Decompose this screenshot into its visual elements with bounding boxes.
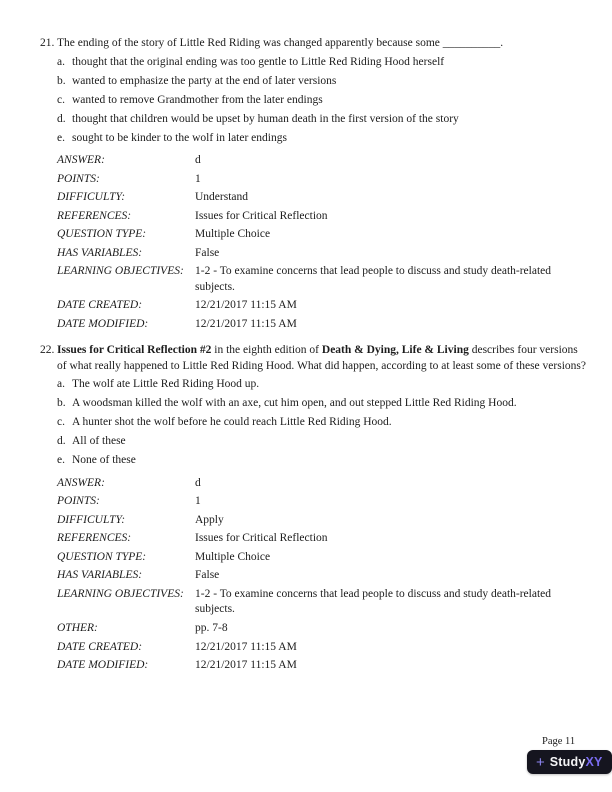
option-letter: a. (57, 378, 65, 391)
metadata-value: 1-2 - To examine concerns that lead people to discuss and study death-related subjects. (195, 587, 552, 616)
metadata-label: REFERENCES: (57, 532, 132, 545)
answer-option (57, 74, 586, 90)
metadata-label: POINTS: (57, 172, 100, 185)
metadata-row (57, 264, 586, 295)
metadata-row (57, 568, 586, 584)
brand-name-accent: XY (585, 755, 603, 769)
metadata-value: Multiple Choice (195, 550, 271, 563)
question-heading (40, 36, 586, 52)
metadata-label: LEARNING OBJECTIVES: (57, 265, 184, 278)
metadata-value: 12/21/2017 11:15 AM (195, 299, 297, 312)
metadata-value: Understand (195, 191, 249, 204)
metadata-label: DATE CREATED: (57, 299, 143, 312)
option-letter: c. (57, 93, 65, 106)
metadata-row (57, 531, 586, 547)
question-text: The ending of the story of Little Red Riding was changed apparently because some __________. (57, 37, 504, 49)
metadata-label: ANSWER: (57, 476, 105, 489)
option-text: wanted to remove Grandmother from the later endings (72, 93, 323, 106)
metadata-row (57, 246, 586, 262)
metadata-label: HAS VARIABLES: (57, 246, 143, 259)
metadata-row (57, 550, 586, 566)
answer-option (57, 415, 586, 431)
metadata-value: Issues for Critical Reflection (195, 209, 328, 222)
metadata-value: 1 (195, 495, 201, 508)
answer-option (57, 93, 586, 109)
metadata-label: QUESTION TYPE: (57, 550, 147, 563)
option-text: None of these (72, 454, 136, 467)
metadata-row (57, 476, 586, 492)
metadata-label: DATE MODIFIED: (57, 659, 149, 672)
option-text: A woodsman killed the wolf with an axe, cut him open, and out stepped Little Red Riding Hood. (72, 397, 517, 410)
option-text: All of these (72, 435, 126, 448)
metadata-row (57, 317, 586, 333)
studyxy-badge[interactable] (527, 750, 612, 774)
option-letter: b. (57, 74, 66, 87)
option-letter: e. (57, 131, 65, 144)
metadata-value: d (195, 476, 201, 489)
metadata-label: REFERENCES: (57, 209, 132, 222)
metadata-row (57, 298, 586, 314)
metadata-label: QUESTION TYPE: (57, 228, 147, 241)
option-letter: c. (57, 416, 65, 429)
metadata-value: 1 (195, 172, 201, 185)
option-text: A hunter shot the wolf before he could reach Little Red Riding Hood. (72, 416, 392, 429)
plus-icon: + (536, 753, 545, 771)
metadata-value: Apply (195, 513, 224, 526)
option-text: thought that the original ending was too gentle to Little Red Riding Hood herself (72, 55, 445, 68)
question-21 (40, 36, 586, 332)
option-letter: e. (57, 454, 65, 467)
metadata-row (57, 621, 586, 637)
metadata-row (57, 172, 586, 188)
metadata-label: ANSWER: (57, 154, 105, 167)
metadata-label: DATE CREATED: (57, 640, 143, 653)
option-text: sought to be kinder to the wolf in later endings (72, 131, 287, 144)
answer-option (57, 112, 586, 128)
option-text: The wolf ate Little Red Riding Hood up. (72, 378, 260, 391)
metadata-value: Issues for Critical Reflection (195, 532, 328, 545)
answer-option (57, 453, 586, 469)
page-number: Page 11 (542, 736, 576, 747)
metadata-value: Multiple Choice (195, 228, 271, 241)
metadata-row (57, 513, 586, 529)
option-text: thought that children would be upset by human death in the first version of the story (72, 112, 459, 125)
brand-name-primary: Study (549, 755, 586, 769)
metadata-row (57, 658, 586, 674)
metadata-row (57, 227, 586, 243)
option-letter: d. (57, 112, 66, 125)
question-text: Issues for Critical Reflection #2 in the eighth edition of Death & Dying, Life & Living describes four versions of what really happened to Little Red Riding Hood. What did happen, according to at least some of these versions? (57, 344, 586, 372)
metadata-label: LEARNING OBJECTIVES: (57, 587, 184, 600)
metadata-label: POINTS: (57, 495, 100, 508)
question-metadata (57, 153, 586, 332)
metadata-value: d (195, 154, 201, 167)
metadata-label: DIFFICULTY: (57, 513, 126, 526)
metadata-label: DATE MODIFIED: (57, 317, 149, 330)
metadata-value: False (195, 246, 220, 259)
metadata-row (57, 640, 586, 656)
metadata-value: False (195, 569, 220, 582)
option-letter: d. (57, 435, 66, 448)
metadata-value: 12/21/2017 11:15 AM (195, 640, 297, 653)
question-heading (40, 343, 586, 374)
answer-option (57, 55, 586, 71)
metadata-value: 12/21/2017 11:15 AM (195, 659, 297, 672)
metadata-value: pp. 7-8 (195, 621, 228, 634)
metadata-label: DIFFICULTY: (57, 191, 126, 204)
question-metadata (57, 476, 586, 674)
option-letter: b. (57, 397, 66, 410)
answer-option (57, 434, 586, 450)
metadata-row (57, 153, 586, 169)
metadata-row (57, 209, 586, 225)
option-letter: a. (57, 55, 65, 68)
question-number: 21. (40, 37, 55, 49)
answer-option (57, 131, 586, 147)
option-text: wanted to emphasize the party at the end of later versions (72, 74, 337, 87)
metadata-value: 1-2 - To examine concerns that lead people to discuss and study death-related subjects. (195, 265, 552, 293)
answer-option (57, 396, 586, 412)
metadata-value: 12/21/2017 11:15 AM (195, 317, 297, 330)
metadata-row (57, 190, 586, 206)
metadata-row (57, 494, 586, 510)
question-number: 22. (40, 344, 55, 357)
options-list (57, 55, 586, 147)
question-22 (40, 343, 586, 673)
metadata-label: OTHER: (57, 621, 98, 634)
brand-name (550, 755, 603, 769)
metadata-label: HAS VARIABLES: (57, 569, 143, 582)
answer-option (57, 377, 586, 393)
metadata-row (57, 587, 586, 618)
options-list (57, 377, 586, 469)
